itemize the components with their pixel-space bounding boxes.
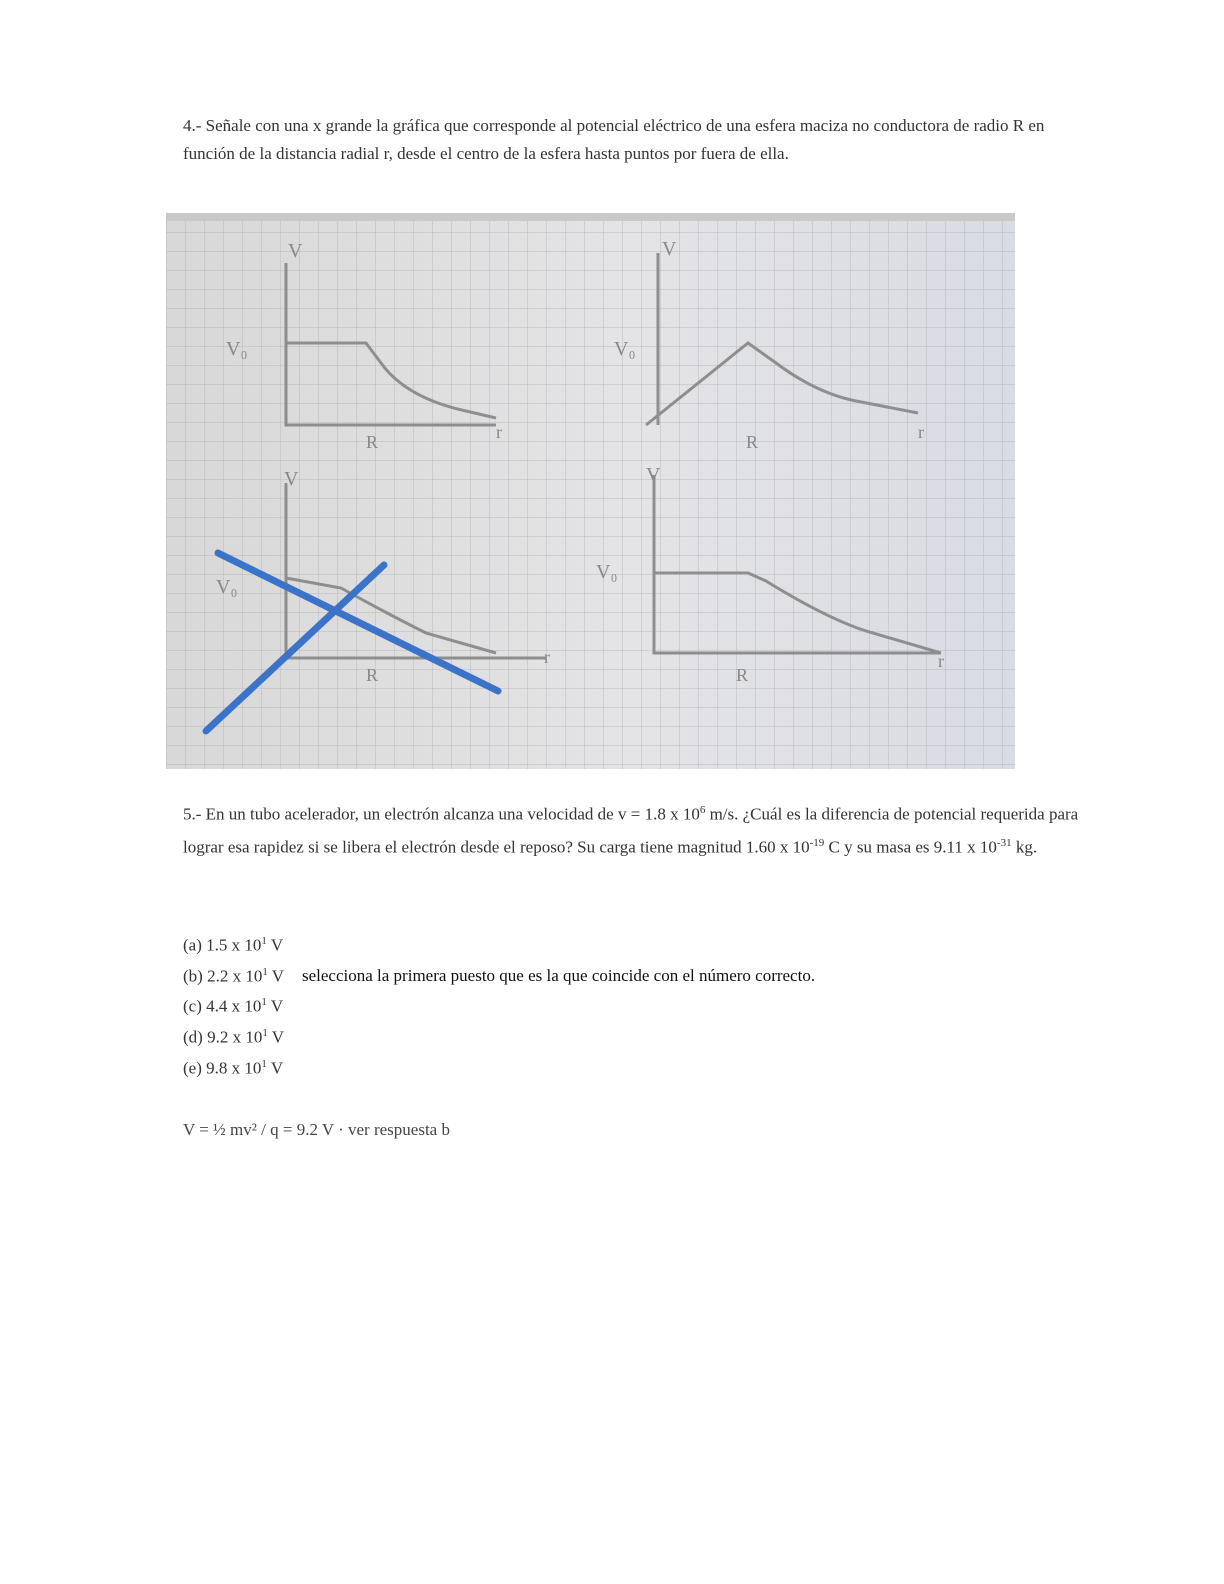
option-value: 9.2 x 10	[207, 1027, 263, 1047]
q5-exp-a: 6	[699, 804, 706, 816]
graph-3-v0-label: V₀	[216, 576, 238, 598]
option-unit: V	[266, 996, 284, 1016]
graph-3-R-label: R	[366, 665, 379, 685]
q5-exp-c: -31	[996, 836, 1012, 849]
option-a	[183, 928, 815, 959]
q5-exp-b: -19	[809, 836, 825, 849]
graph-4-v0-label: V₀	[596, 561, 618, 583]
graph-3-r-label: r	[544, 647, 550, 667]
graph-4-R-label: R	[736, 665, 749, 685]
graph-3-v-label: V	[284, 468, 299, 490]
option-value: 2.2 x 10	[207, 966, 263, 986]
handwritten-calculation: V = ½ mv² / q = 9.2 V · ver respuesta b	[183, 1120, 450, 1139]
option-letter: (b)	[183, 966, 203, 986]
option-exp: 1	[261, 935, 267, 947]
option-unit: V	[266, 935, 284, 955]
q5-part-b: m/s. ¿Cuál es la diferencia de potencial requerida para lograr esa rapidez si se libera el electrón desde el reposo? Su carga tiene magnitud 1.60 x 10	[183, 804, 1079, 857]
graph-paper-photo	[166, 213, 1015, 769]
option-exp: 1	[262, 1026, 268, 1039]
graph-1-v0-label: V₀	[226, 338, 248, 360]
option-unit: V	[266, 1058, 284, 1078]
option-value: 1.5 x 10	[206, 935, 262, 955]
option-exp: 1	[261, 1057, 267, 1070]
graph-2-v-label: V	[662, 238, 677, 260]
option-exp: 1	[262, 965, 268, 978]
q5-part-a: 5.- En un tubo acelerador, un electrón alcanza una velocidad de v = 1.8 x 10	[183, 804, 700, 824]
graph-2-v0-label: V₀	[614, 338, 636, 360]
option-value: 4.4 x 10	[206, 996, 262, 1016]
option-unit: V	[267, 1027, 285, 1047]
answer-options	[183, 928, 815, 1081]
option-letter: (a)	[183, 935, 202, 955]
option-letter: (c)	[183, 996, 202, 1016]
question-5-text	[183, 796, 1088, 861]
option-b	[183, 959, 815, 990]
option-c	[183, 989, 815, 1020]
option-d	[183, 1020, 815, 1051]
option-letter: (d)	[183, 1027, 203, 1047]
graph-2-r-label: r	[918, 422, 924, 442]
q5-part-c: C y su masa es 9.11 x 10	[824, 837, 997, 857]
option-value: 9.8 x 10	[206, 1058, 262, 1078]
graph-1-r-label: r	[496, 422, 502, 442]
option-exp: 1	[261, 996, 267, 1009]
option-b-note: selecciona la primera puesto que es la que coincide con el número correcto.	[302, 966, 816, 986]
q5-part-d: kg.	[1011, 837, 1038, 857]
option-e	[183, 1051, 815, 1082]
graph-1-v-label: V	[288, 240, 303, 262]
graph-4-r-label: r	[938, 651, 944, 671]
question-4-text: 4.- Señale con una x grande la gráfica que corresponde al potencial eléctrico de una esfera maciza no conductora de radio R en función de la distancia radial r, desde el centro de la esfera hasta puntos por fuera de ella.	[183, 116, 1045, 163]
graph-4-v-label: V	[646, 464, 661, 486]
option-letter: (e)	[183, 1058, 202, 1078]
graph-1-R-label: R	[366, 432, 379, 452]
graph-2-R-label: R	[746, 432, 759, 452]
option-unit: V	[267, 966, 284, 986]
